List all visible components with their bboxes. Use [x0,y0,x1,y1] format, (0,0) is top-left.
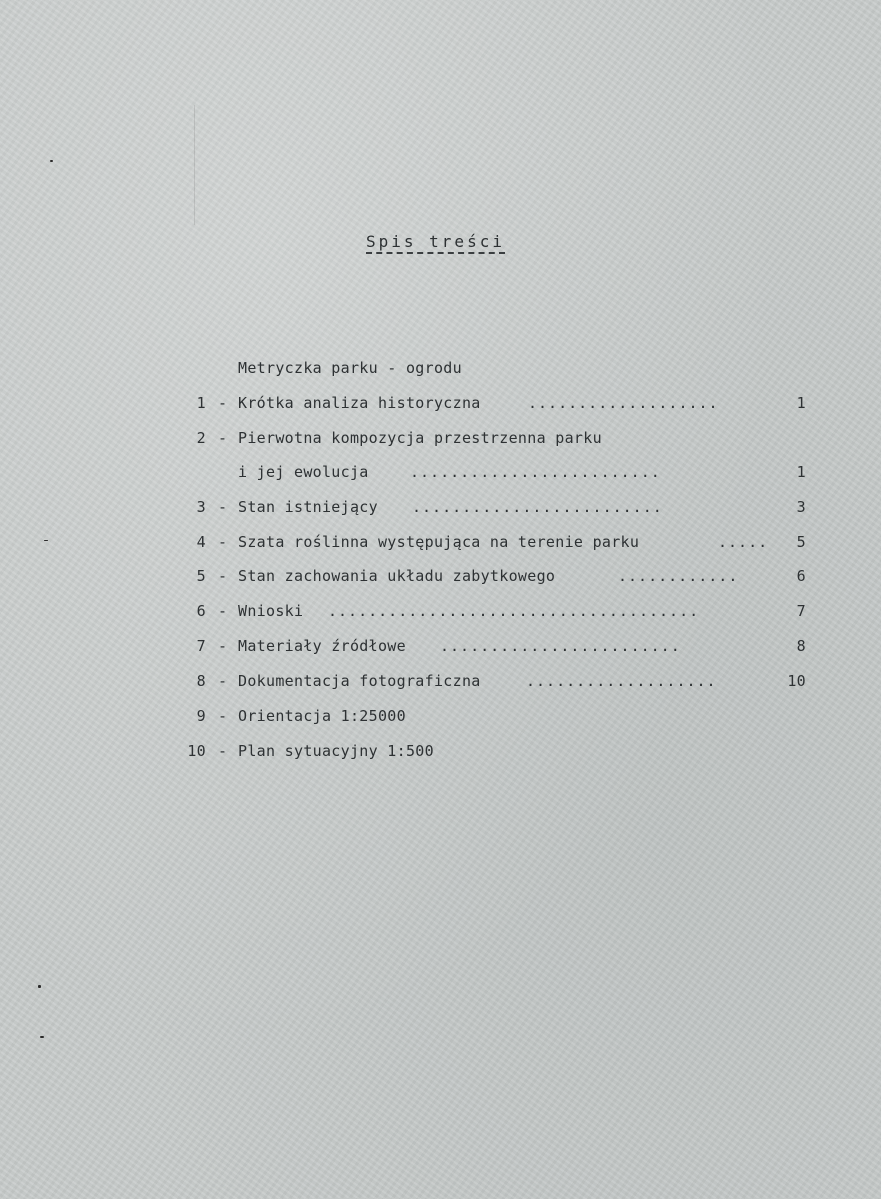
toc-entry [0,629,881,663]
toc-entry [0,594,881,628]
entry-page: 7 [796,602,806,620]
toc-entry [0,386,881,420]
entry-number: 3 [196,498,206,516]
entry-dash: - [218,672,228,690]
entry-title: Pierwotna kompozycja przestrzenna parku [238,429,602,447]
edge-speck [194,105,195,225]
entry-page: 10 [787,672,806,690]
entry-page: 3 [796,498,806,516]
toc-entry [0,734,881,768]
entry-dash: - [218,602,228,620]
entry-dash: - [218,394,228,412]
entry-number: 1 [196,394,206,412]
entry-title: Stan zachowania układu zabytkowego [238,567,556,585]
entry-title: Wnioski [238,602,304,620]
leader-dots: ..................................... [328,602,700,620]
entry-number: 8 [196,672,206,690]
entry-dash: - [218,533,228,551]
toc-entry [0,559,881,593]
entry-title: Stan istniejący [238,498,378,516]
entry-number: 2 [196,429,206,447]
entry-number: 5 [196,567,206,585]
edge-speck [38,985,41,988]
leader-dots: ......................... [410,463,661,481]
toc-entry [0,525,881,559]
entry-title: Krótka analiza historyczna [238,394,481,412]
edge-speck [50,160,53,162]
entry-dash: - [218,567,228,585]
toc-entry [0,421,881,455]
entry-title: Materiały źródłowe [238,637,406,655]
leader-dots: ......................... [412,498,663,516]
toc-entry [0,455,881,489]
entry-title: Dokumentacja fotograficzna [238,672,481,690]
entry-number: 6 [196,602,206,620]
leader-dots: ..... [718,533,769,551]
entry-number: 7 [196,637,206,655]
leader-dots: ................... [526,672,717,690]
entry-title: i jej ewolucja [238,463,369,481]
entry-dash: - [218,498,228,516]
entry-page: 8 [796,637,806,655]
entry-dash: - [218,637,228,655]
entry-page: 1 [796,463,806,481]
entry-title: Plan sytuacyjny 1:500 [238,742,434,760]
entry-number: 4 [196,533,206,551]
leader-dots: ............ [618,567,739,585]
entry-title: Orientacja 1:25000 [238,707,406,725]
toc-header-row [0,351,881,385]
entry-dash: - [218,707,228,725]
entry-dash: - [218,429,228,447]
toc-entry [0,664,881,698]
leader-dots: ................... [528,394,719,412]
entry-page: 6 [796,567,806,585]
toc-entry [0,490,881,524]
page-title: Spis treści [366,232,505,254]
edge-speck [40,1036,44,1038]
entry-page: 1 [796,394,806,412]
entry-page: 5 [796,533,806,551]
leader-dots: ........................ [440,637,681,655]
entry-title: Szata roślinna występująca na terenie parku [238,533,640,551]
toc-entry [0,699,881,733]
entry-number: 9 [196,707,206,725]
toc-header: Metryczka parku - ogrodu [238,359,462,377]
entry-dash: - [218,742,228,760]
entry-number: 10 [187,742,206,760]
